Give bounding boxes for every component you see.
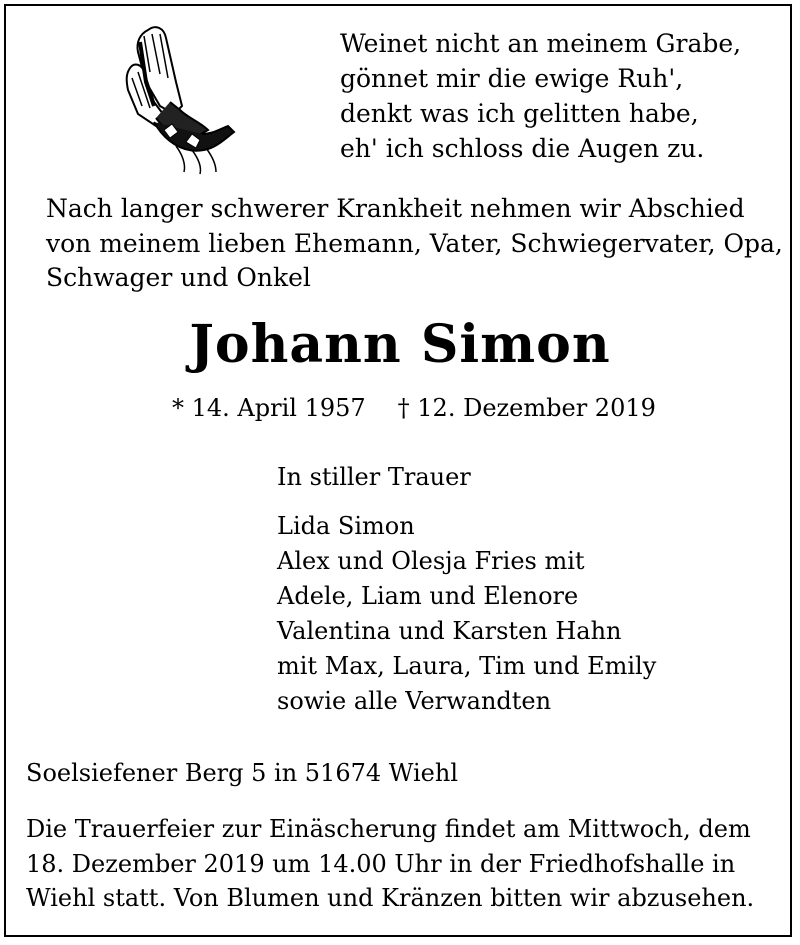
service-line: 18. Dezember 2019 um 14.00 Uhr in der Friedhofshalle in	[26, 849, 736, 878]
farewell-intro	[46, 192, 783, 296]
service-notice	[26, 812, 778, 916]
death-date: † 12. Dezember 2019	[397, 394, 656, 422]
intro-line: Schwager und Onkel	[46, 263, 311, 292]
praying-hands-icon	[116, 22, 246, 180]
poem-line: denkt was ich gelitten habe,	[340, 99, 699, 128]
poem-line: Weinet nicht an meinem Grabe,	[340, 29, 742, 58]
mourner-line: Adele, Liam und Elenore	[277, 582, 579, 610]
service-line: Die Trauerfeier zur Einäscherung findet am Mittwoch, dem	[26, 815, 751, 843]
poem-line: eh' ich schloss die Augen zu.	[340, 134, 705, 163]
service-line: Wiehl statt. Von Blumen und Kränzen bitten wir abzusehen.	[26, 884, 755, 912]
life-dates	[172, 392, 656, 424]
poem	[340, 26, 741, 166]
mourner-line: Valentina und Karsten Hahn	[277, 617, 622, 645]
mourner-line: sowie alle Verwandten	[277, 687, 552, 715]
mourner-line: Alex und Olesja Fries mit	[277, 547, 585, 575]
address: Soelsiefener Berg 5 in 51674 Wiehl	[26, 759, 459, 787]
birth-date: * 14. April 1957	[172, 394, 366, 422]
mourners-intro: In stiller Trauer	[277, 463, 471, 491]
mourner-line: mit Max, Laura, Tim und Emily	[277, 652, 657, 680]
intro-line: Nach langer schwerer Krankheit nehmen wir Abschied	[46, 194, 745, 223]
intro-line: von meinem lieben Ehemann, Vater, Schwiegervater, Opa,	[46, 228, 783, 258]
poem-line: gönnet mir die ewige Ruh',	[340, 64, 684, 93]
deceased-name: Johann Simon	[189, 314, 611, 375]
mourners-block	[277, 460, 656, 719]
mourner-line: Lida Simon	[277, 512, 415, 540]
